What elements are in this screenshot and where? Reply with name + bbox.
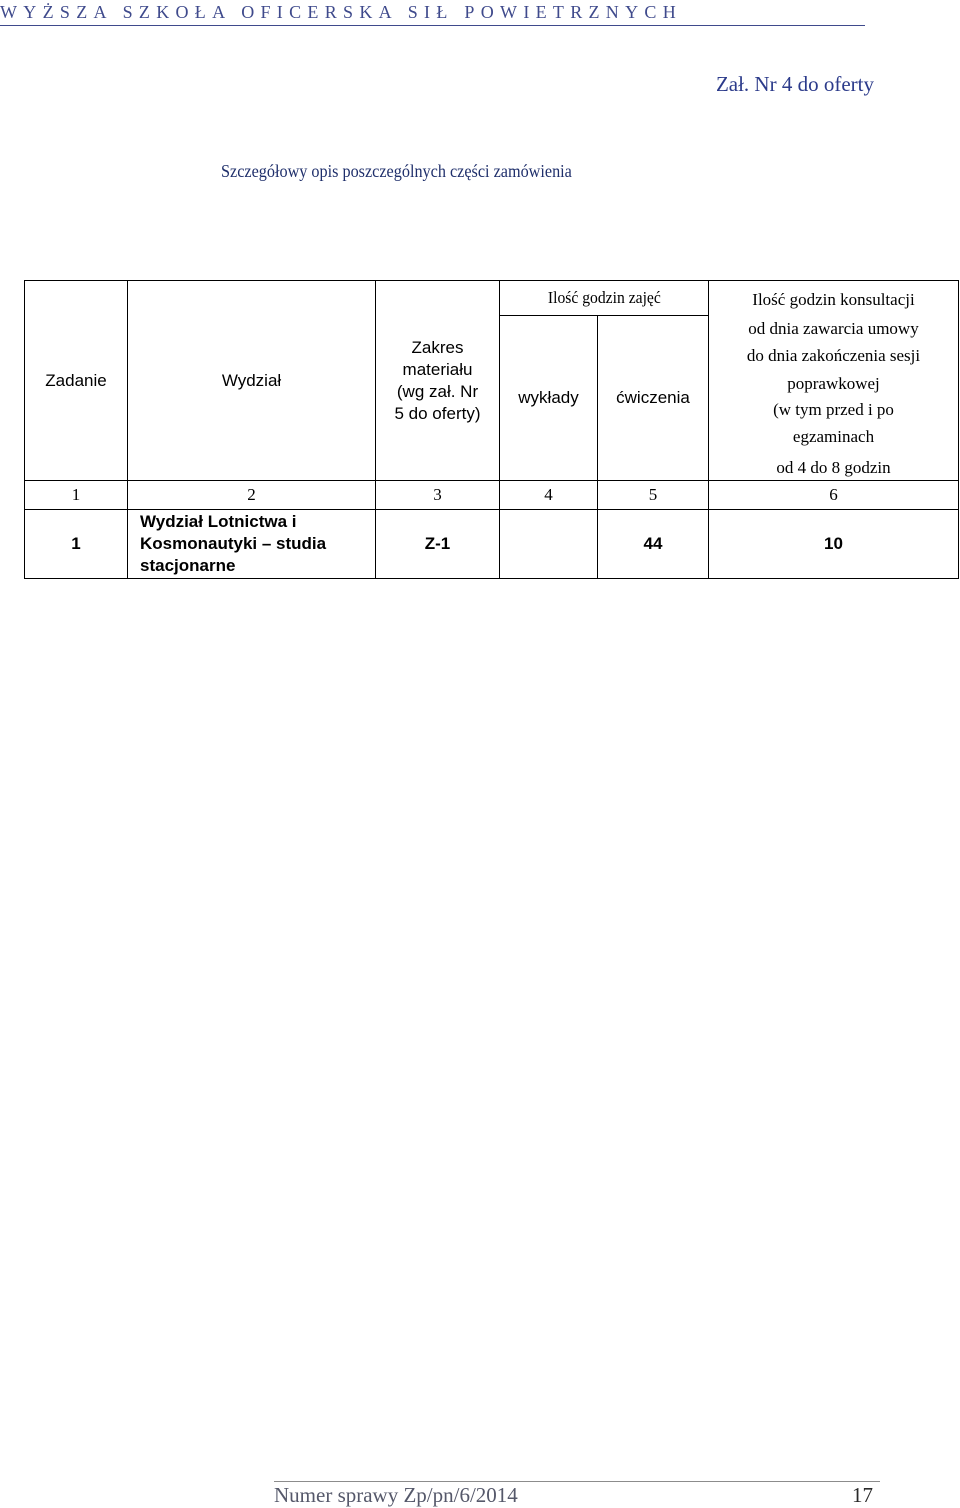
column-number: 4 <box>500 481 598 510</box>
header-row-1 <box>25 281 959 316</box>
row-konsultacje: 10 <box>709 510 959 579</box>
header-wydzial: Wydział <box>128 281 376 481</box>
row-wyklady <box>500 510 598 579</box>
column-number: 3 <box>376 481 500 510</box>
attachment-label: Zał. Nr 4 do oferty <box>715 72 874 96</box>
header-rule <box>0 25 865 26</box>
header-konsultacje: Ilość godzin konsultacji od dnia zawarcia umowy do dnia zakończenia sesji poprawkowej (w tym przed i po egzaminach od 4 do 8 godzin <box>709 281 959 481</box>
row-cwiczenia: 44 <box>598 510 709 579</box>
konsultacje-title: Ilość godzin konsultacji <box>752 290 915 309</box>
header-zadanie: Zadanie <box>25 281 128 481</box>
footer-rule <box>274 1481 880 1482</box>
institution-header: WYŻSZA SZKOŁA OFICERSKA SIŁ POWIETRZNYCH <box>0 2 683 22</box>
case-number: Numer sprawy Zp/pn/6/2014 <box>274 1483 518 1507</box>
spec-table <box>24 280 959 579</box>
column-number: 1 <box>25 481 128 510</box>
column-number: 5 <box>598 481 709 510</box>
konsultacje-range: od 4 do 8 godzin <box>776 458 891 477</box>
row-zakres: Z-1 <box>376 510 500 579</box>
header-ilosc-godzin-zajec: Ilość godzin zajęć <box>500 281 709 316</box>
row-zadanie: 1 <box>25 510 128 579</box>
column-number: 6 <box>709 481 959 510</box>
header-wyklady: wykłady <box>500 316 598 481</box>
row-wydzial: Wydział Lotnictwa i Kosmonautyki – studia stacjonarne <box>128 510 376 579</box>
header-zakres: Zakres materiału (wg zał. Nr 5 do oferty) <box>376 281 500 481</box>
header-cwiczenia: ćwiczenia <box>598 316 709 481</box>
table-row <box>25 510 959 579</box>
column-number: 2 <box>128 481 376 510</box>
page-number: 17 <box>852 1483 873 1507</box>
column-number-row <box>25 481 959 510</box>
document-title: Szczegółowy opis poszczególnych części zamówienia <box>221 161 572 181</box>
